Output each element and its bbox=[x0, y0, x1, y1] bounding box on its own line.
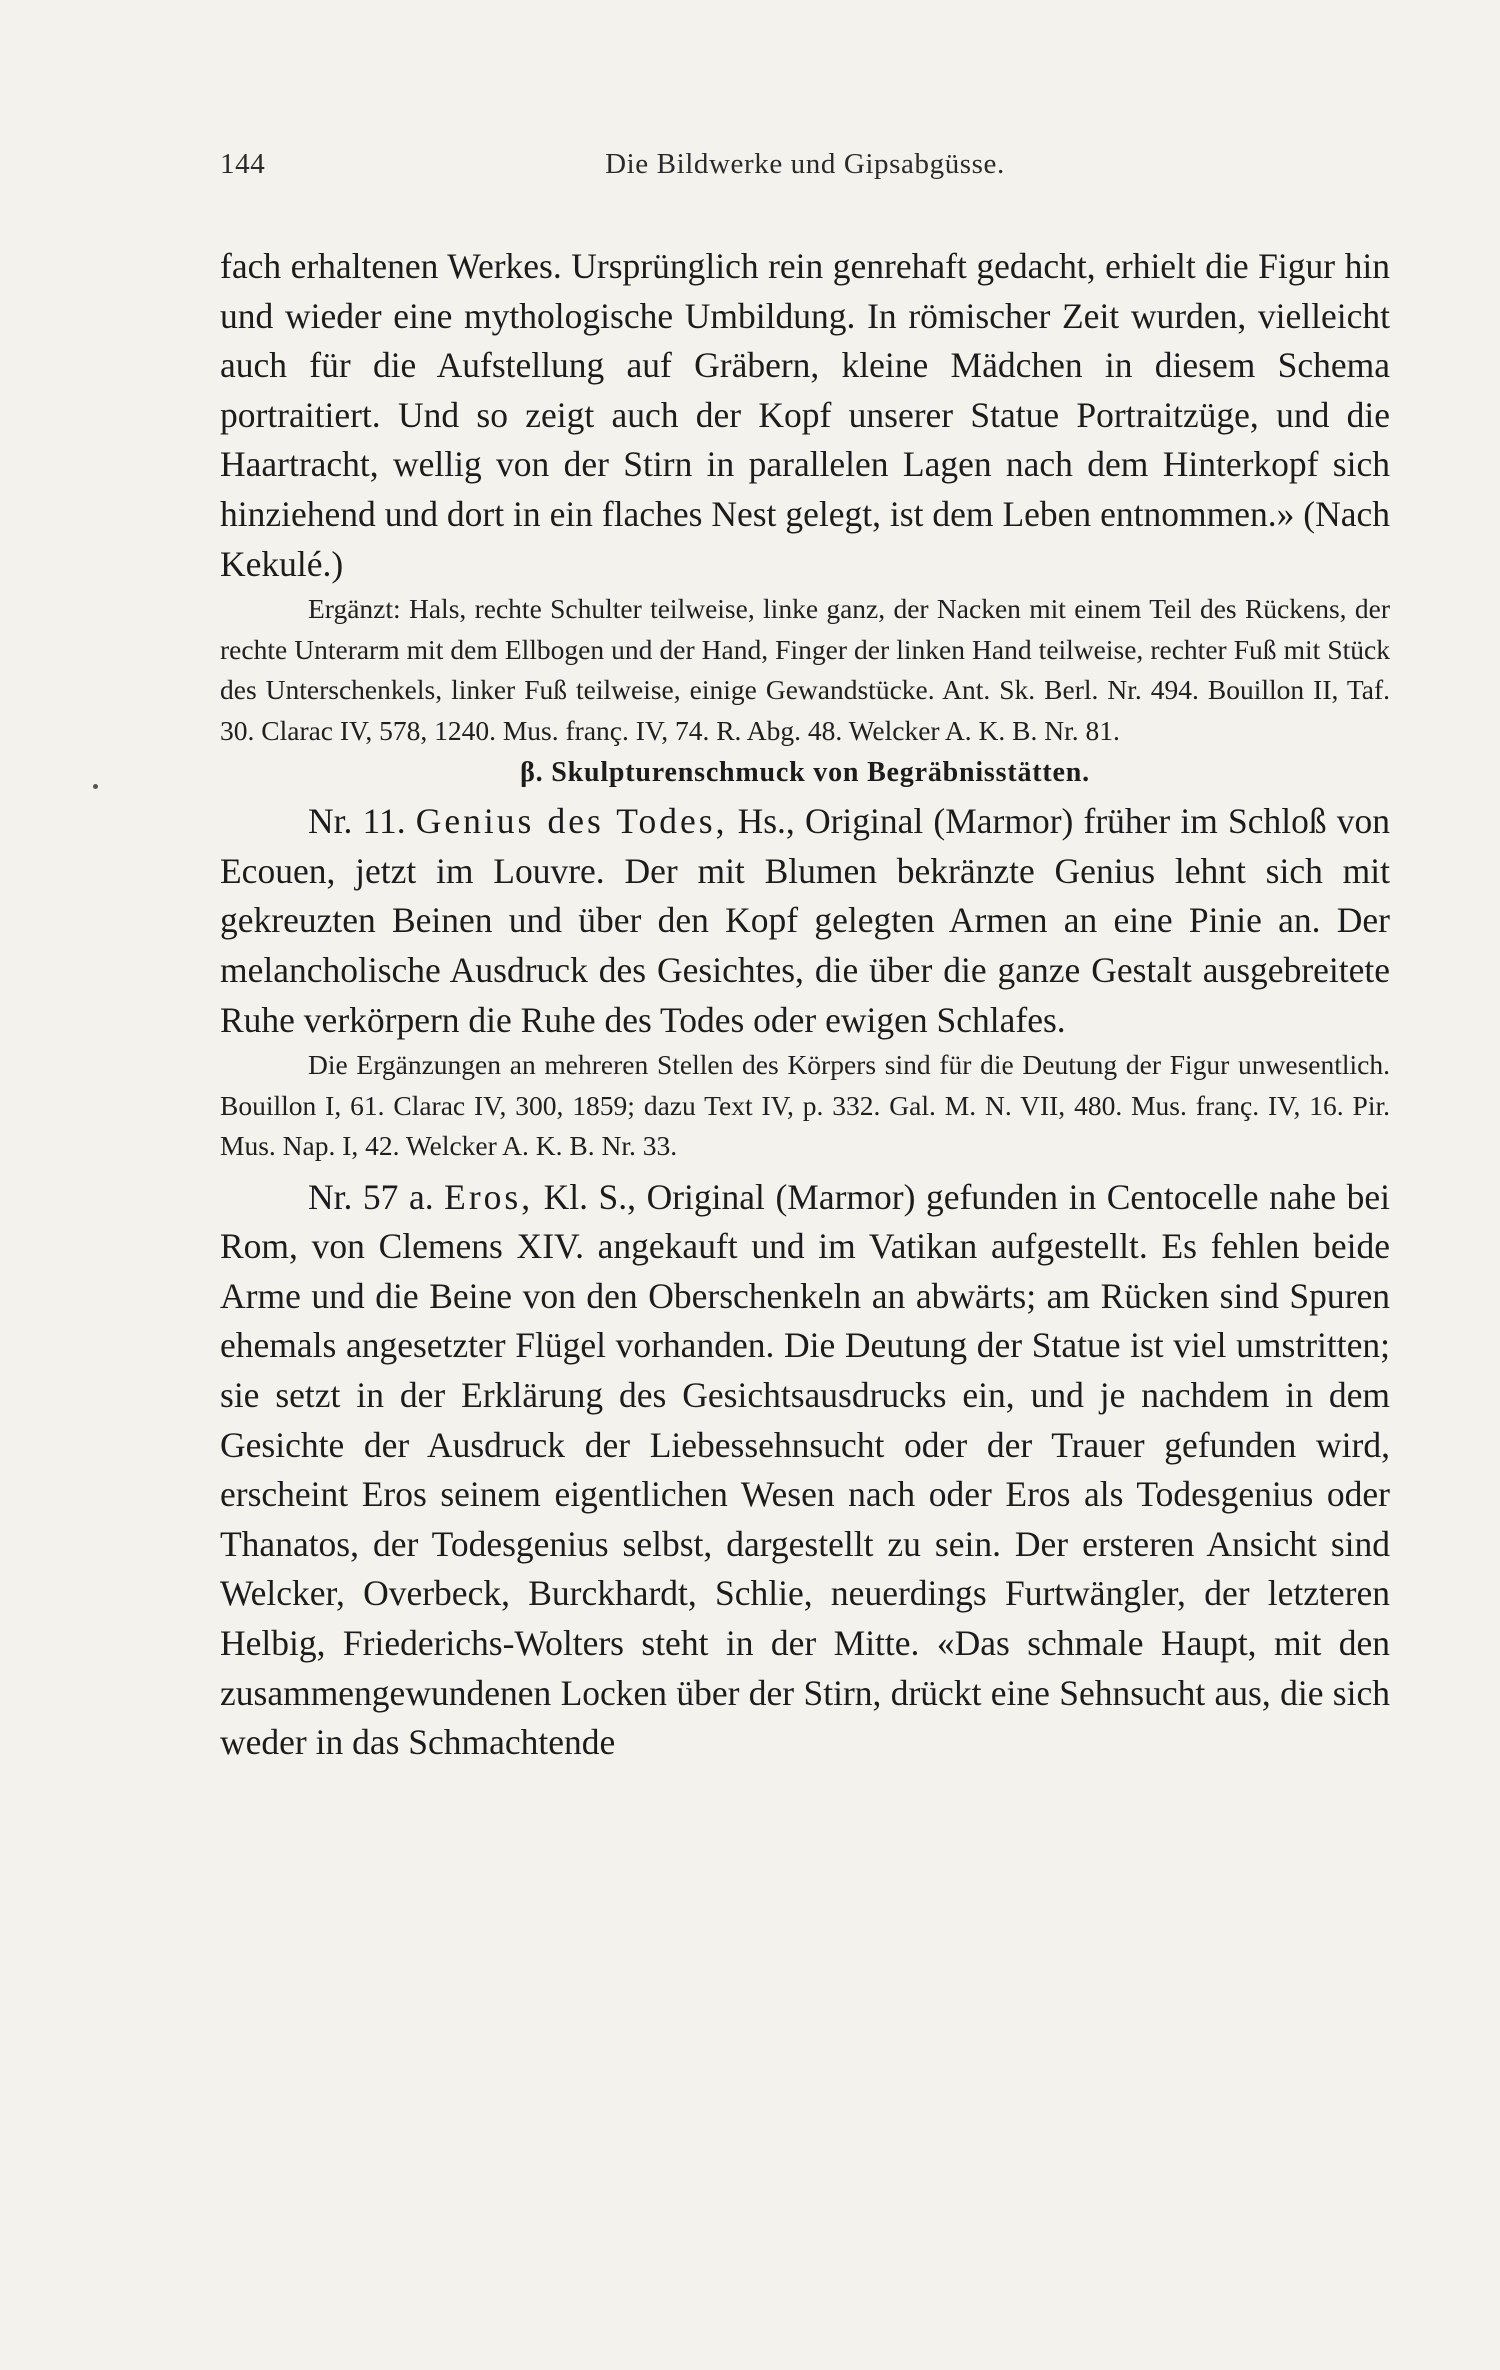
entry-number: Nr. 11. bbox=[308, 801, 406, 842]
entry-title: Eros, bbox=[444, 1176, 534, 1217]
paragraph-continuation: fach erhaltenen Werkes. Ursprünglich rein genrehaft gedacht, erhielt die Figur hin und wieder eine mythologische Umbildung. In römischer Zeit wurden, vielleicht auch für die Aufstellung auf Gräbern, kleine Mädchen in diesem Schema portraitiert. Und so zeigt auch der Kopf unserer Statue Portraitzüge, und die Haartracht, wellig von der Stirn in parallelen Lagen nach dem Hinterkopf sich hinziehend und dort in ein flaches Nest gelegt, ist dem Leben entnommen.» (Nach Kekulé.) bbox=[220, 246, 1390, 584]
margin-dot bbox=[93, 784, 98, 789]
entry-title: Genius des Todes, bbox=[415, 801, 728, 842]
entry-number: Nr. 57 a. bbox=[308, 1176, 434, 1217]
page-number: 144 bbox=[220, 148, 266, 180]
running-header bbox=[220, 148, 1390, 188]
entry-text: Kl. S., Original (Marmor) gefunden in Centocelle nahe bei Rom, von Clemens XIV. angekauft und im Vatikan aufgestellt. Es fehlen beide Arme und die Beine von den Oberschenkeln an abwärts; am Rücken sind Spuren ehemals angesetzter Flügel vorhanden. Die Deutung der Statue ist viel umstritten; sie setzt in der Erklärung des Gesichtsausdrucks ein, und je nachdem in dem Gesichte der Ausdruck der Liebessehnsucht oder der Trauer gefunden wird, erscheint Eros seinem eigentlichen Wesen nach oder Eros als Todesgenius oder Thanatos, der Todesgenius selbst, dargestellt zu sein. Der ersteren Ansicht sind Welcker, Overbeck, Burckhardt, Schlie, neuerdings Furtwängler, der letzteren Helbig, Friederichs-Wolters steht in der Mitte. «Das schmale Haupt, mit den zusammengewundenen Locken über der Stirn, drückt eine Sehnsucht aus, die sich weder in das Schmachtende bbox=[220, 1176, 1390, 1763]
book-page bbox=[220, 148, 1390, 1768]
entry-nr-57a bbox=[220, 1173, 1390, 1768]
section-heading: β. Skulpturenschmuck von Begräbnisstätten. bbox=[520, 757, 1090, 789]
entry-nr-11 bbox=[220, 797, 1390, 1045]
running-title: Die Bildwerke und Gipsabgüsse. bbox=[605, 148, 1005, 180]
note-restorations-nr-11: Die Ergänzungen an mehreren Stellen des Körpers sind für die Deutung der Figur unwesentlich. Bouillon I, 61. Clarac IV, 300, 1859; dazu Text IV, p. 332. Gal. M. N. VII, 480. Mus. franç. IV, 16. Pir. Mus. Nap. I, 42. Welcker A. K. B. Nr. 33. bbox=[220, 1049, 1390, 1162]
note-restorations-nr-10: Ergänzt: Hals, rechte Schulter teilweise, linke ganz, der Nacken mit einem Teil des Rückens, der rechte Unterarm mit dem Ellbogen und der Hand, Finger der linken Hand teilweise, rechter Fuß mit Stück des Unterschenkels, linker Fuß teilweise, einige Gewandstücke. Ant. Sk. Berl. Nr. 494. Bouillon II, Taf. 30. Clarac IV, 578, 1240. Mus. franç. IV, 74. R. Abg. 48. Welcker A. K. B. Nr. 81. bbox=[220, 593, 1390, 746]
entry-text: Hs., Original (Marmor) früher im Schloß von Ecouen, jetzt im Louvre. Der mit Blumen bekränzte Genius lehnt sich mit gekreuzten Beinen und über den Kopf gelegten Armen an eine Pinie an. Der melancholische Ausdruck des Gesichtes, die über die ganze Gestalt ausgebreitete Ruhe verkörpern die Ruhe des Todes oder ewigen Schlafes. bbox=[220, 801, 1391, 1040]
